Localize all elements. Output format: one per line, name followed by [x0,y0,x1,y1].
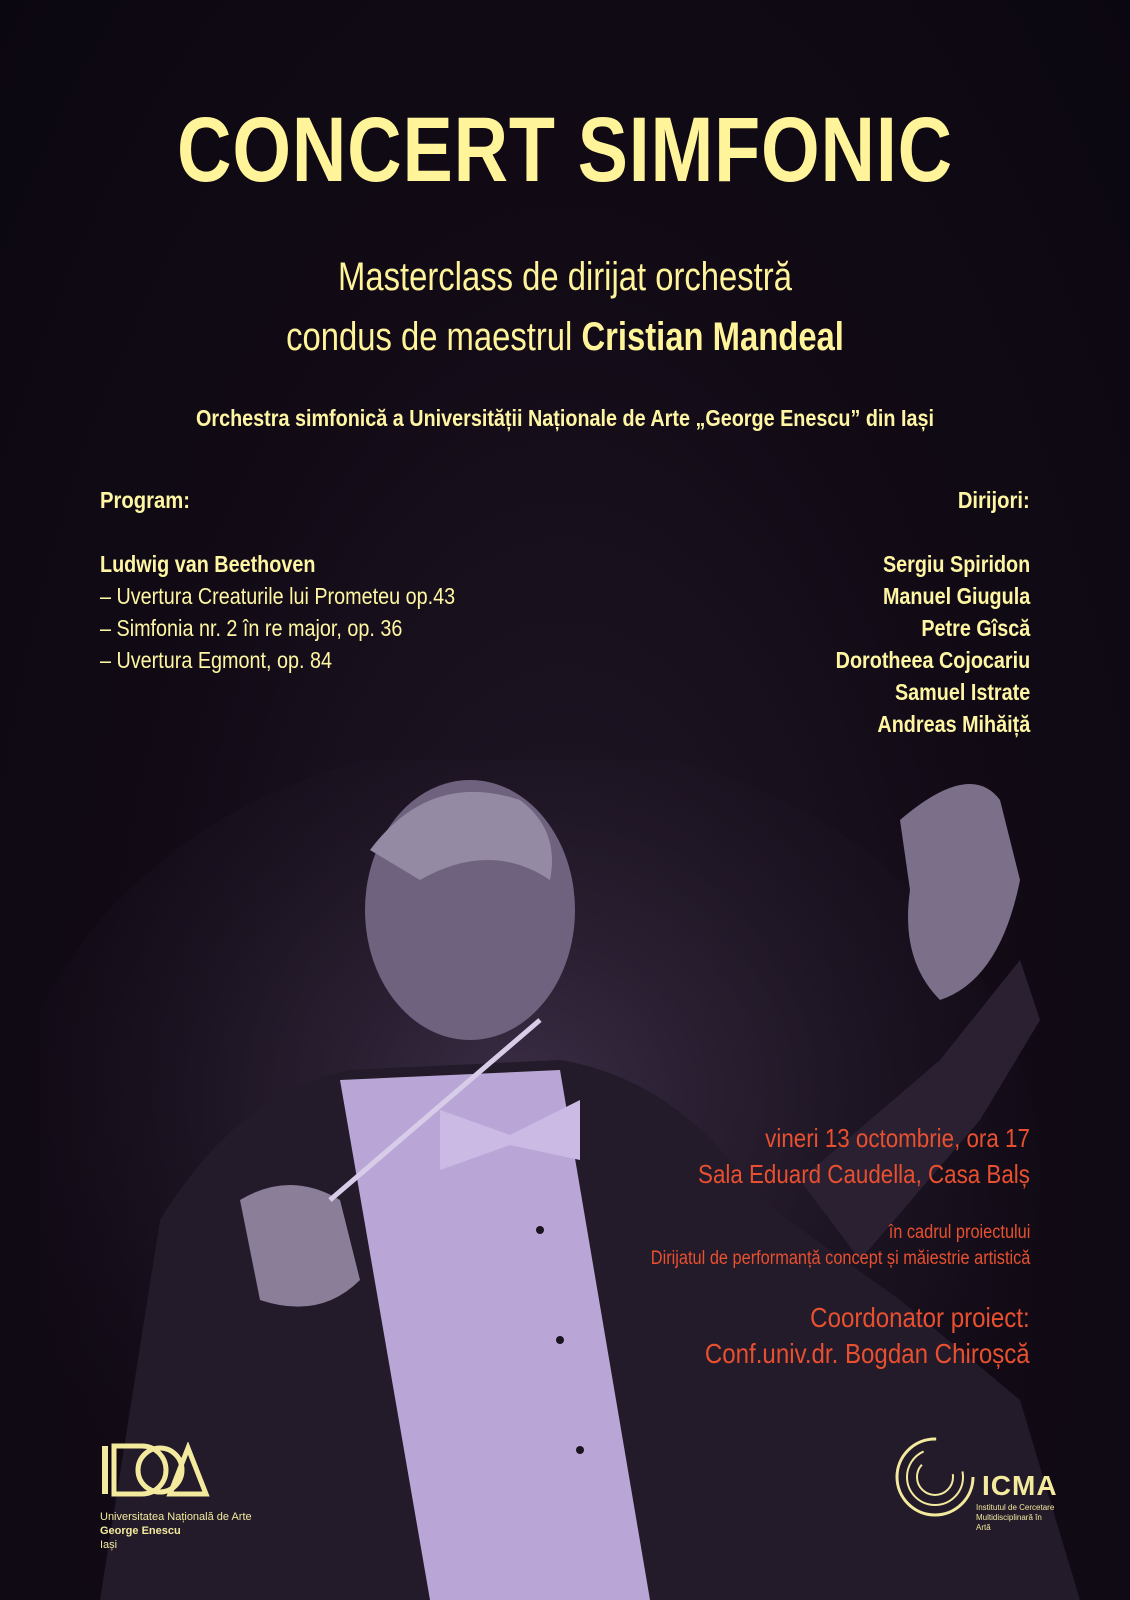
university-logo-icon [100,1442,210,1498]
project-intro: în cadrul proiectului [888,1222,1030,1243]
program-item: – Simfonia nr. 2 în re major, op. 36 [100,615,403,641]
masterclass-subtitle: Masterclass de dirijat orchestră [338,255,792,299]
coordinator-details [705,1300,1030,1372]
conductor-name: Manuel Giugula [882,583,1030,609]
composer-name: Ludwig van Beethoven [100,551,316,577]
event-details [698,1120,1030,1192]
university-line: Iași [100,1539,118,1551]
program-item: – Uvertura Egmont, op. 84 [100,647,332,673]
conductors-list [835,548,1030,740]
icma-fullname: Institutul de Cercetare Multidisciplinară în Artă [976,1503,1055,1532]
conductor-name: Dorotheea Cojocariu [835,647,1030,673]
university-line: Universitatea Națională de Arte [100,1511,252,1523]
orchestra-name: Orchestra simfonică a Universității Naționale de Arte „George Enescu” din Iași [196,405,934,431]
maestro-name: Cristian Mandeal [581,315,844,359]
event-date: vineri 13 octombrie, ora 17 [765,1123,1030,1153]
coordinator-name: Conf.univ.dr. Bogdan Chiroșcă [705,1338,1030,1369]
icma-logo-icon [890,1432,980,1522]
event-venue: Sala Eduard Caudella, Casa Balș [698,1159,1030,1189]
university-line: George Enescu [100,1525,181,1537]
maestro-line [102,315,1029,360]
icma-acronym: ICMA [982,1470,1058,1501]
university-name [100,1510,252,1552]
conductor-name: Andreas Mihăiță [877,711,1030,737]
conductors-label: Dirijori: [958,487,1030,513]
conductor-name: Sergiu Spiridon [882,551,1030,577]
conductor-name: Petre Gîscă [921,615,1030,641]
poster-title: CONCERT SIMFONIC [177,99,953,201]
coordinator-label: Coordonator proiect: [810,1302,1030,1333]
conductor-name: Samuel Istrate [894,679,1030,705]
project-details [650,1220,1030,1272]
maestro-prefix: condus de maestrul [286,315,573,359]
program-label: Program: [100,487,190,513]
project-name: Dirijatul de performanță concept și măiestrie artistică [650,1248,1030,1269]
program-list [100,548,455,676]
program-item: – Uvertura Creaturile lui Prometeu op.43 [100,583,456,609]
